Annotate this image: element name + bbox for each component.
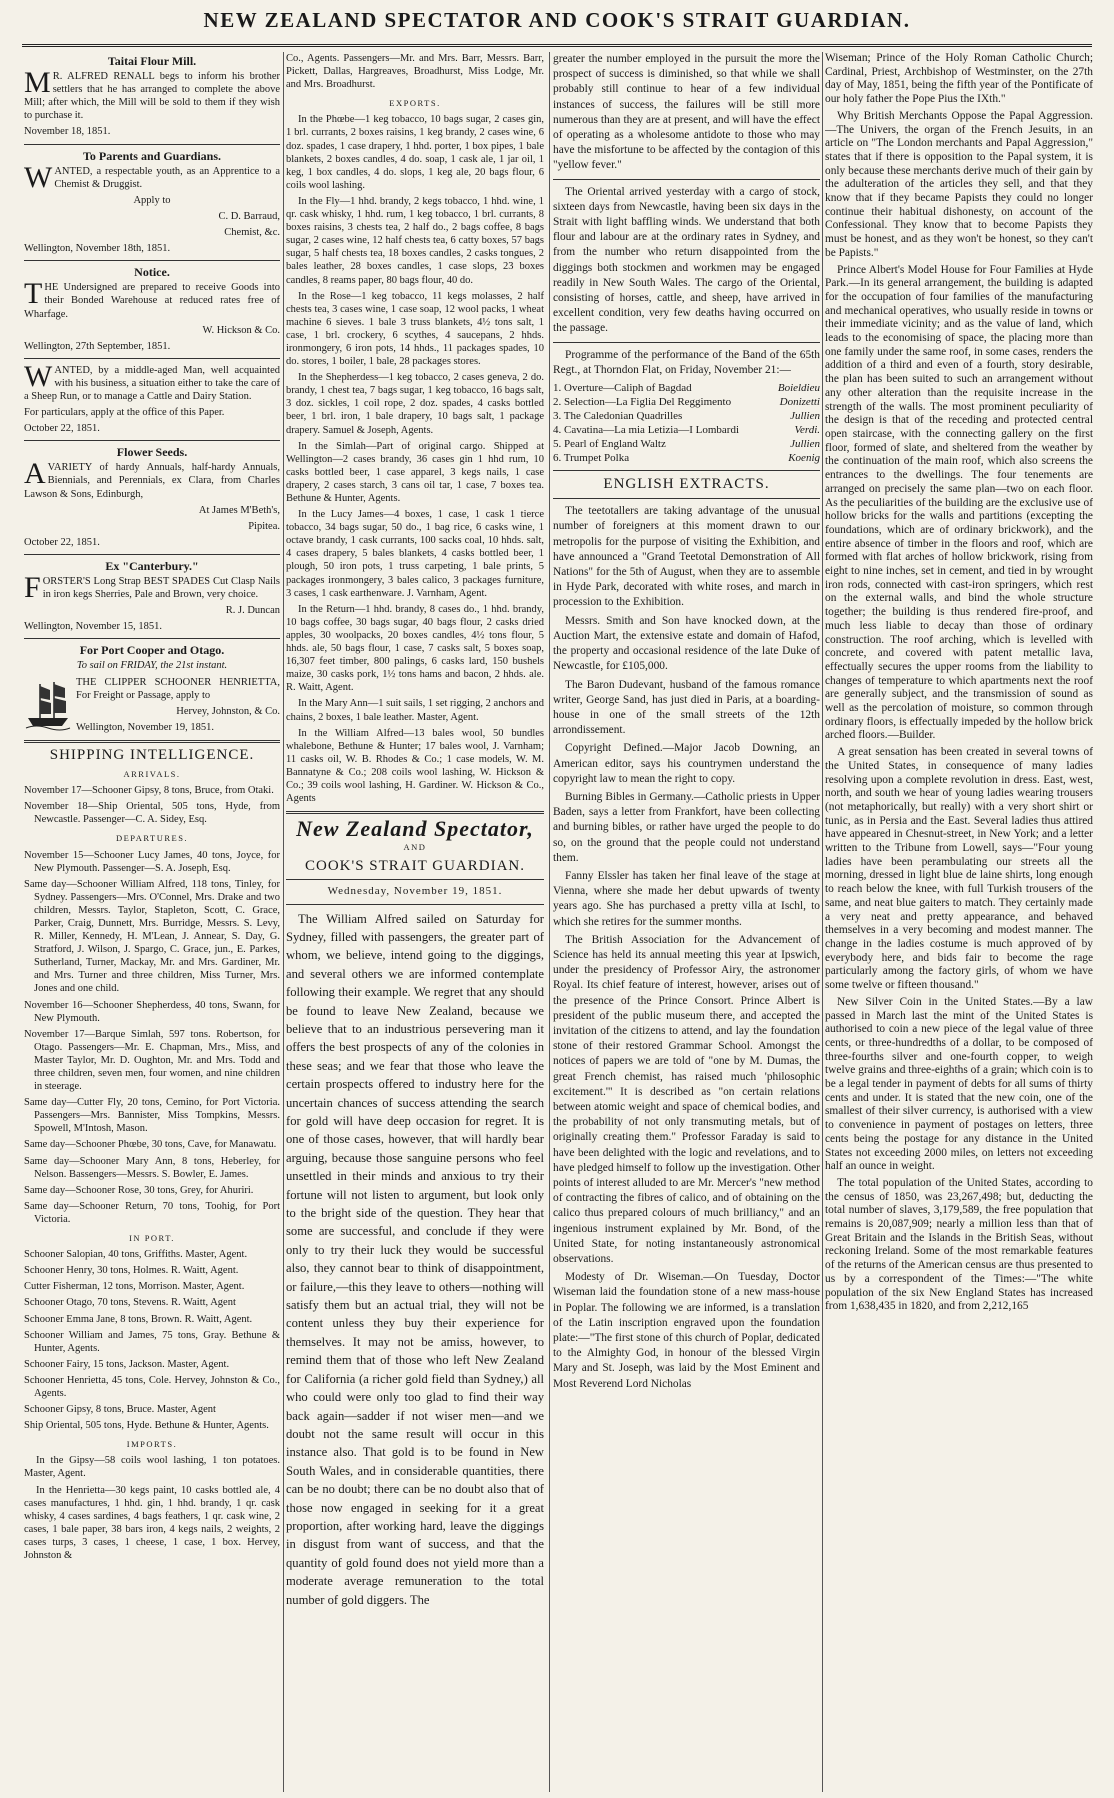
section-heading: ENGLISH EXTRACTS.: [603, 476, 770, 493]
news-paragraph: Copyright Defined.—Major Jacob Downing, an American editor, says his countrymen understand the copyright law to mean the right to copy.: [553, 742, 820, 785]
ad-title: Ex "Canterbury.": [105, 558, 199, 573]
news-paragraph: The total population of the United States, according to the census of 1850, was 23,267,498; but, deducting the total number of slaves, 3,179,589, the free population that remains is 20,087,909; nearly a million less than that of Great Britain and the Islands in the British Seas, without reckoning Ireland. Some of the most remarkable features of the returns of the American census are thus presented to us by a correspondent of the Times:—"The white population of the six New England States has increased from 1,638,435 in 1820, and from 2,212,165: [825, 1176, 1093, 1313]
nameplate-and: AND: [403, 842, 427, 853]
ad-subtitle: To sail on FRIDAY, the 21st instant.: [76, 660, 228, 672]
column-1: [24, 52, 280, 1794]
list-item: Schooner Emma Jane, 8 tons, Brown. R. Waitt, Agent.: [24, 1313, 253, 1325]
list-item: Same day—Cutter Fly, 20 tons, Cemino, for Port Victoria. Passengers—Mrs. Bannister, Miss Tompkins, Messrs. Spowell, M'Intosh, Mason.: [24, 1097, 280, 1135]
list-item: Schooner Fairy, 15 tons, Jackson. Master, Agent.: [24, 1358, 230, 1370]
imports-list: [24, 1454, 280, 1562]
ad-date: November 18, 1851.: [24, 126, 111, 138]
news-paragraph: New Silver Coin in the United States.—By a law passed in March last the mint of the United States is authorised to coin a new piece of the legal value of three cents, or three-hundredths of a dollar, to be composed of three-fourths silver and one-fourth copper, to weigh twelve grains and three-eighths of a grain; which coin is to be a legal tender in payment of debts for all sums of thirty cents and under. It is stated that the new coin, one of the smallest of their silver currency, is authorised with a view to convenience in payment of postages on letters, three cents being the postage for any distance in the United States not exceeding 2000 miles, on letters not exceeding half an ounce in weight.: [825, 995, 1093, 1173]
list-item: November 16—Schooner Shepherdess, 40 tons, Swann, for New Plymouth.: [24, 999, 280, 1024]
ad-date: Wellington, 27th September, 1851.: [24, 340, 171, 352]
ad-title: Taitai Flour Mill.: [107, 54, 197, 68]
ad-body: R. ALFRED RENALL begs to inform his brother settlers that he has arranged to complete the above Mill; after which, the Mill will be sold to them if they wish to purchase it.: [24, 71, 280, 122]
divider: [24, 440, 280, 441]
news-paragraph: Modesty of Dr. Wiseman.—On Tuesday, Doctor Wiseman laid the foundation stone of a new mass-house in Poplar. The following we are informed, is a translation of the Latin inscription engraved upon the foundation plate:—"The first stone of this church of Poplar, dedicated to the Almighty God, in honour of the blessed Virgin Mary and St. Joseph, was laid by the Most Eminent and Most Reverend Lord Nicholas: [553, 1271, 820, 1390]
list-item: In the William Alfred—13 bales wool, 50 bundles whalebone, Bethune & Hunter; 17 bales wool, J. Varnham; 11 casks oil, W. B. Rhodes & Co.; 1 case models, W. M. Bannatyne & Co.; 208 coils wool lashing, W. Hickson & Co.; 39 coils wool lashing, H. Gardiner. W. Hickson & Co., Agents: [286, 727, 544, 805]
piece-title: 1. Overture—Caliph of Bagdad: [553, 382, 692, 395]
masthead-rule: [22, 44, 1092, 47]
ad-body: VARIETY of hardy Annuals, half-hardy Annuals, Biennials, and Perennials, ex Clara, from Charles Lawson & Sons, Edinburgh,: [24, 462, 280, 500]
list-item: In the Shepherdess—1 keg tobacco, 2 cases geneva, 2 do. brandy, 1 chest tea, 7 bags sugar, 1 keg tobacco, 16 bags salt, 3 doz. sickles, 1 coil rope, 2 doz. spades, 4 casks bottled beer, 1 brl. iron, 1 bale drapery, 10 bags salt, 1 package drapery. Samuel & Joseph, Agents.: [286, 372, 544, 436]
ad-port-cooper: [24, 644, 280, 734]
list-item: [553, 395, 820, 409]
continued-text: Co., Agents. Passengers—Mr. and Mrs. Barr, Messrs. Barr, Pickett, Dallas, Hargreaves, Broadhurst, Miss Lodge, Mr. and Mrs. Broadhurst.: [286, 53, 544, 91]
list-item: In the Simlah—Part of original cargo. Shipped at Wellington—2 cases brandy, 36 cases gin 1 hhd rum, 10 casks bottled beer, 1 case apparel, 3 kegs nails, 1 case drapery, 2 cases starch, 3 cans oil tar, 1 case, 7 boxes tea. Bethune & Hunter, Agents.: [286, 440, 544, 504]
continued-text: greater the number employed in the pursuit the more the prospect of success is diminished, so that while we shall probably still continue to hear of a few individual instances of success, the failures will be still more numerous than they are at present, and will have the effect of operating as a wholesome antidote to those who may have the misfortune to be affected by the contagion of this "yellow fever.": [553, 53, 820, 172]
piece-title: 6. Trumpet Polka: [553, 452, 630, 465]
list-item: Schooner Salopian, 40 tons, Griffiths. Master, Agent.: [24, 1249, 248, 1261]
departures-list: [24, 849, 280, 1227]
list-item: Ship Oriental, 505 tons, Hyde. Bethune & Hunter, Agents.: [24, 1420, 269, 1432]
masthead-title: NEW ZEALAND SPECTATOR AND COOK'S STRAIT GUARDIAN.: [203, 8, 911, 32]
list-item: Schooner Gipsy, 8 tons, Bruce. Master, Agent: [24, 1404, 216, 1416]
piece-title: 5. Pearl of England Waltz: [553, 438, 666, 451]
subsection-heading: IN PORT.: [129, 1233, 175, 1244]
list-item: In the Mary Ann—1 suit sails, 1 set rigging, 2 anchors and chains, 2 boxes, 1 bale leather. Master, Agent.: [286, 698, 544, 723]
news-paragraph: The Oriental arrived yesterday with a cargo of stock, sixteen days from Newcastle, having been six days in the Strait with light baffling winds. We understand that both flour and labour are at the ordinary rates in Sydney, and from the number who return disappointed from the diggings both stockmen and workmen may be engaged readily in New South Wales. The cargo of the Oriental, consisting of horses, cattle, and sheep, have arrived in excellent condition, very few deaths having occurred on the passage.: [553, 185, 820, 335]
list-item: November 17—Schooner Gipsy, 8 tons, Bruce, from Otaki.: [24, 785, 274, 797]
divider: [286, 904, 544, 905]
piece-title: 2. Selection—La Figlia Del Reggimento: [553, 396, 732, 409]
composer: Boieldieu: [777, 382, 820, 395]
ad-title: To Parents and Guardians.: [82, 148, 222, 163]
subsection-heading: EXPORTS.: [389, 98, 441, 109]
ad-signature: R. J. Duncan: [225, 605, 280, 617]
divider: [24, 740, 280, 743]
ad-body: For particulars, apply at the office of this Paper.: [24, 407, 225, 419]
list-item: Schooner William and James, 75 tons, Gray. Bethune & Hunter, Agents.: [24, 1329, 280, 1354]
news-paragraph: Fanny Elssler has taken her final leave of the stage at Vienna, where she made her debut upwards of twenty years ago. She has purchased a pretty villa at Ischl, to which she retires for the summer months.: [553, 869, 820, 928]
drop-cap: M: [24, 66, 51, 100]
band-programme: [553, 381, 820, 465]
editorial-text: The William Alfred sailed on Saturday for Sydney, filled with passengers, the greater part of whom, we believe, intend going to the diggings, and several others we are informed contemplate following their example. We regret that any should be found to leave New Zealand, because we believe that to an industrious persevering man it offers the best prospects of any of the colonies in these seas; and we fear that those who leave the certain prospects offered to industry here for the uncertain chances of success attending the search for gold will have deep occasion for regret. It is one of those cases, however, that will hardly bear arguing, because those sanguine persons who feel unsettled in their minds and anxious to try their fortune will not listen to argument, but look only to the bright side of the question. They hear that some are successful, and conclude if they were only to try their luck they would be successful also, they cannot bear to think of disappointment, or failure,—this they leave to others—nothing will satisfy them but an actual trial, they will not be content unless they buy their experience for themselves. It may not be amiss, however, to remind them that of those who left New Zealand for California (a richer gold field than Sydney,) all who could were only too glad to find their way back again—sadder if not wiser men—and we doubt not the same result will occur in this instance also. That gold is to be found in New South Wales, and in considerable quantities, there can be no doubt; there can be no doubt also that of those now engaged in seeking for it a great proportion, after working hard, leave the diggings in disgust from want of success, and that the quantity of gold found does not yield more than a moderate average remuneration to the total number of gold diggers. The: [286, 911, 544, 1607]
ad-flower-seeds: [24, 446, 280, 549]
list-item: November 15—Schooner Lucy James, 40 tons, Joyce, for New Plymouth. Passenger—S. A. Joseph, Esq.: [24, 849, 280, 874]
list-item: [553, 381, 820, 395]
drop-cap: W: [24, 359, 53, 393]
column-2: [286, 52, 544, 1794]
list-item: [553, 409, 820, 423]
in-port-list: [24, 1248, 280, 1432]
ad-signature: W. Hickson & Co.: [202, 324, 280, 336]
ad-title: For Port Cooper and Otago.: [79, 643, 225, 658]
ad-date: Wellington, November 18th, 1851.: [24, 243, 171, 255]
list-item: Schooner Otago, 70 tons, Stevens. R. Waitt, Agent: [24, 1297, 236, 1309]
ship-icon: [24, 678, 72, 732]
column-4: [825, 52, 1093, 1794]
list-item: Same day—Schooner Phœbe, 30 tons, Cave, for Manawatu.: [24, 1139, 277, 1151]
section-heading: SHIPPING INTELLIGENCE.: [49, 746, 255, 763]
news-paragraph: A great sensation has been created in several towns of the United States, in consequence of many ladies resolving upon a complete revolution in dress. East, west, north, and south we hear of young ladies wearing trousers (not metaphorically, but really) with a very short shirt or tunic, as in Persia and the East. Several ladies thus attired have appeared in Chesnut-street, in New York; and a letter written to the Tribune from Lowell, says—"Four young ladies have been perambulating our streets all the morning, dressed in light blue de laine shirts, long enough to reach below the knee, with full Turkish trousers of the same, and neat blue gaiters to match. They certainly made a very neat and pretty appearance, and behaved themselves in a very becoming and modest manner. The change in the ladies costume is much approved of by everybody here, and bids fair to become the rage particularly among the factory girls, of whom we have some twelve or fifteen thousand.": [825, 746, 1093, 992]
column-3: [553, 52, 820, 1794]
composer: Koenig: [788, 452, 820, 465]
list-item: Same day—Schooner Rose, 30 tons, Grey, for Ahuriri.: [24, 1184, 254, 1196]
list-item: In the Lucy James—4 boxes, 1 case, 1 cask 1 tierce tobacco, 34 bags sugar, 50 do., 1 bag rice, 6 casks wine, 1 octave brandy, 1 cask currants, 100 sacks coal, 10 hhds. salt, 4 cases drapery, 5 bales blankets, 4 casks bottled beer, 1 plough, 50 iron pots, 1 truss carpeting, 1 bale prints, 5 packages ironmongery, 3 bales calico, 3 packages furniture, 3 cases, 1 cask earthenware. J. Varnham, Agent.: [286, 509, 544, 599]
ad-body: HE Undersigned are prepared to receive Goods into their Bonded Warehouse at reduced rates free of Wharfage.: [24, 282, 280, 320]
ad-body: ANTED, a respectable youth, as an Apprentice to a Chemist & Druggist.: [54, 165, 280, 190]
ad-date: October 22, 1851.: [24, 536, 100, 548]
list-item: In the Gipsy—58 coils wool lashing, 1 ton potatoes. Master, Agent.: [24, 1455, 280, 1480]
subsection-heading: IMPORTS.: [126, 1439, 178, 1450]
ad-flour-mill: [24, 55, 280, 139]
news-paragraph: Burning Bibles in Germany.—Catholic priests in Upper Baden, says a letter from Frankfort, have been collecting and burning bibles, or rather have urged the people to do so, on the ground that the people could not understand them.: [553, 790, 820, 864]
divider: [286, 879, 544, 880]
news-paragraph: The Baron Dudevant, husband of the famous romance writer, George Sand, has just died in Paris, at a boarding-house in one of the small streets of the 12th arrondissement.: [553, 678, 820, 737]
ad-title: Notice.: [134, 265, 170, 280]
divider: [24, 358, 280, 359]
divider: [553, 498, 820, 499]
ad-date: Wellington, November 19, 1851.: [76, 721, 214, 733]
list-item: In the Rose—1 keg tobacco, 11 kegs molasses, 2 half chests tea, 3 cases wine, 1 case soap, 12 wool packs, 1 wheat machine 6 sieves. 1 bale 3 truss blankets, 4½ tons salt, 1 case, 1 brl. crockery, 6 scythes, 4 saucepans, 2 hhds. ironmongery, 6 iron pots, 14 hhds., 11 packages spades, 10 do. stores, 1 boiler, 1 bale, 28 packages stores.: [286, 290, 544, 368]
piece-title: 3. The Caledonian Quadrilles: [553, 410, 683, 423]
drop-cap: W: [24, 160, 53, 194]
column-rule: [283, 52, 284, 1792]
ad-signature: At James M'Beth's,: [198, 504, 280, 516]
divider: [553, 470, 820, 471]
list-item: In the Phœbe—1 keg tobacco, 10 bags sugar, 2 cases gin, 1 brl. currants, 2 boxes raisins, 1 keg brandy, 2 cases wine, 6 doz. spades, 1 case drapery, 1 hhd. porter, 1 box pipes, 1 bale blankets, 2 boxes candles, 4 do. soap, 1 cask ale, 1 jar oil, 1 keg, 1 box candles, 4 do. slops, 1 keg ale, 20 bags flour, 6 coils wool lashing.: [286, 114, 544, 191]
nameplate-subtitle: COOK'S STRAIT GUARDIAN.: [304, 858, 526, 875]
news-paragraph: Programme of the performance of the Band of the 65th Regt., at Thorndon Flat, on Friday, November 21:—: [553, 348, 820, 376]
continued-text: Wiseman; Prince of the Holy Roman Catholic Church; Cardinal, Priest, Archbishop of Westminster, on the 27th day of May, 1851, being the fifth year of the Pontificate of our holy father the Pope Pius the IXth.": [825, 52, 1093, 106]
ad-place: Pipitea.: [248, 520, 280, 532]
ad-signature: Hervey, Johnston, & Co.: [176, 705, 280, 717]
ad-role: Chemist, &c.: [224, 227, 280, 239]
ad-body: ORSTER'S Long Strap BEST SPADES Cut Clasp Nails in iron kegs Sherries, Pale and Brown, very choice.: [42, 576, 280, 601]
divider: [24, 554, 280, 555]
list-item: November 18—Ship Oriental, 505 tons, Hyde, from Newcastle. Passenger—C. A. Sidey, Esq.: [24, 801, 280, 826]
divider: [24, 260, 280, 261]
arrivals-list: [24, 784, 280, 826]
news-paragraph: Messrs. Smith and Son have knocked down, at the Auction Mart, the extensive estate and domain of Hafod, the property and occasional residence of the late Duke of Newcastle, for £105,000.: [553, 614, 820, 673]
divider: [24, 638, 280, 639]
drop-cap: T: [24, 277, 43, 311]
column-rule: [822, 52, 823, 1792]
ad-apply: Apply to: [133, 194, 171, 206]
drop-cap: A: [24, 457, 46, 491]
ad-date: October 22, 1851.: [24, 423, 100, 435]
composer: Jullien: [790, 438, 820, 451]
ad-canterbury: [24, 560, 280, 633]
ad-wanted: [24, 359, 280, 435]
list-item: [553, 437, 820, 451]
exports-list: [286, 113, 544, 805]
drop-cap: F: [24, 571, 41, 604]
list-item: In the Fly—1 hhd. brandy, 2 kegs tobacco, 1 hhd. wine, 1 qr. cask whisky, 1 hhd. rum, 1 keg tobacco, 1 brl. currants, 8 boxes raisins, 3 chests tea, 2 half do., 2 bags coffee, 8 bags sugar, 2 cases wine, 12 half chests tea, 6 catty boxes, 57 bags sugar, 5 half chests tea, 18 boxes candles, 2 casks tongues, 2 bales leather, 28 boxes candles, 1 case slops, 23 boxes candles, 8 reams paper, 80 bags flour, 40 do.: [286, 195, 544, 286]
ad-body: ANTED, by a middle-aged Man, well acquainted with his business, a situation either to take the care of a Sheep Run, or to manage a Cattle and Dairy Station.: [24, 364, 280, 402]
list-item: In the Henrietta—30 kegs paint, 10 casks bottled ale, 4 cases manufactures, 1 hhd. gin, 1 hhd. brandy, 1 qr. cask whisky, 4 cases sardines, 4 bags feathers, 1 qr. cask wine, 2 cases, 1 bale paper, 38 bars iron, 4 kegs nails, 2 weights, 2 cases turps, 3 cases, 1 cheese, 1 case, 1 box. Hervey, Johnston &: [24, 1484, 280, 1561]
paper-nameplate: New Zealand Spectator,: [296, 816, 534, 842]
ad-date: Wellington, November 15, 1851.: [24, 621, 162, 633]
composer: Jullien: [790, 410, 820, 423]
composer: Verdi.: [794, 424, 820, 437]
news-paragraph: Prince Albert's Model House for Four Families at Hyde Park.—In its general arrangement, the building is adapted for the occupation of four families of the manufacturing and mechanical operatives, who usually reside in towns or their immediate vicinity; and as the value of land, which leads to the economising of space, the placing more than one family under the same roof, in some cases, renders the addition of a third and even of a fourth, story desirable, the plan has been suited to such an arrangement without any other alteration than the requisite increase in the strength of the walls. The most prominent peculiarity of the design is that of the receding and protected central open staircase, with the connecting gallery on the first floor, formed of slate, and sheltered from the weather by the continuation of the main roof, which also screens the entrances to the dwellings. The four tenements are arranged on precisely the same plan—two on each floor. As the peculiarities of the building are the exclusive use of hollow bricks for the walls and partitions (excepting the foundations, which are of ordinary brickwork), and the entire absence of timber in the floors and roof, which are formed with flat arches of hollow brickwork, rising from eight to nine inches, set in cement, and tied in by wrought iron rods, connected with cast-iron springers, which rest on the external walls, and bind the whole structure together; the building is thus rendered fire-proof, and much less liable to decay than those of ordinary construction. The roof arching, which is levelled with concrete, and covered with patent metallic lava, effectually secures the upper rooms from the liability to changes of temperature to which apartments next the roof are generally subject, and the transmission of sound as well as the percolation of moisture, so common through ordinary floors, is effectually impeded by the hollow brick arched floors.—Builder.: [825, 263, 1093, 742]
column-rule: [549, 52, 550, 1792]
news-paragraph: The British Association for the Advancement of Science has held its annual meeting this year at Ipswich, under the presidency of Professor Airy, the astronomer Royal. Its chief feature of interest, however, arises out of the presence of the Prince Consort. Prince Albert is president of the public museum there, and accepted the invitation of the citizens to attend, and lay the foundation stone of their restored Grammar School. Amongst the notices of papers we are told of "one by M. Dumas, the great French chemist, has raised much 'philosophic excitement.'" It is described as "on certain relations between atomic weight and space of chemical bodies, and the probability of not only transmuting metals, but of originally creating them." Professor Faraday is said to have been delighted with the logic and revelations, and to have pledged himself to follow up the investigation. Other points of interest alluded to are Mr. Mercer's "new method of contracting the fibres of calico, and of obtaining on the calico thus prepared colours of much brilliancy," and an ingenious instrument explained by Mr. Bond, of the United State, for noting instantaneously astronomical observations.: [553, 933, 820, 1266]
divider: [286, 811, 544, 814]
subsection-heading: DEPARTURES.: [115, 833, 189, 844]
list-item: November 17—Barque Simlah, 597 tons. Robertson, for Otago. Passengers—Mr. E. Chapman, Mrs., Miss, and Master Taylor, Mr. D. Oughton, Mr. and Mrs. Todd and three children, seven men, four women, and nine children in steerage.: [24, 1028, 280, 1093]
list-item: Same day—Schooner William Alfred, 118 tons, Tinley, for Sydney. Passengers—Mrs. O'Connel, Mrs. Drake and two children, Messrs. Taylor, Stapleton, Scott, C. Grace, Parker, Craig, Dunnett, Mrs. Burridge, Messrs. S. Levy, R. Miller, Kennedy, H. M'Lean, J. Annear, S. Day, G. Stratford, J. Wilson, J. Spargo, C. Grace, jun., E. Parkes, Sutherland, Turner, Mackay, Mr. and Mrs. Gardiner, Mr. and Mrs. Turner and three children, Miss Turner, Mrs. Jones and one child.: [24, 878, 280, 995]
news-paragraph: The teetotallers are taking advantage of the unusual number of foreigners at this moment drawn to our metropolis for the purpose of visiting the Exhibition, and have announced a "Grand Teetotal Demonstration of All Nations" for the 5th of August, when they are to assemble in Hyde Park, decorated with white roses, and march in procession to the Exhibition.: [553, 505, 820, 609]
ad-body: THE CLIPPER SCHOONER HENRIETTA, For Freight or Passage, apply to: [76, 676, 280, 701]
list-item: [553, 423, 820, 437]
list-item: In the Return—1 hhd. brandy, 8 cases do., 1 hhd. brandy, 10 bags coffee, 30 bags sugar, 40 bags flour, 2 casks dried apples, 30 woolpacks, 20 boxes candles, 4½ tons flour, 5 hhds. ale, 50 bags flour, 1 case, 7 casks salt, 5 boxes soap, 16,307 feet timber, 800 palings, 6 casks lard, 150 bushels maize, 30 casks pork, 1½ tons hams and bacon, 2 hhds. ale. R. Waitt, Agent.: [286, 603, 544, 694]
piece-title: 4. Cavatina—La mia Letizia—I Lombardi: [553, 424, 740, 437]
divider: [24, 144, 280, 145]
list-item: Schooner Henrietta, 45 tons, Cole. Hervey, Johnston & Co., Agents.: [24, 1374, 280, 1399]
news-paragraph: Why British Merchants Oppose the Papal Aggression.—The Univers, the organ of the French Jesuits, in an article on "The London merchants and Papal Aggression," states that if there is opposition to the Papal system, it is only because these merchants derive much of their gain by the adulteration of the articles they sell, and that they know that if they became Papists they could no longer continue their habitual dishonesty, on account of the Confessional. They know that to become Papists they must be honest, and as they won't be honest, so they can't be Papists.": [825, 109, 1093, 259]
subsection-heading: ARRIVALS.: [123, 769, 181, 780]
ad-title: Flower Seeds.: [116, 445, 188, 460]
ad-parents-guardians: [24, 150, 280, 256]
list-item: Schooner Henry, 30 tons, Holmes. R. Waitt, Agent.: [24, 1265, 239, 1277]
divider: [553, 179, 820, 180]
list-item: Same day—Schooner Mary Ann, 8 tons, Heberley, for Nelson. Bassengers—Messrs. S. Bowler, E. James.: [24, 1155, 280, 1180]
list-item: [553, 451, 820, 465]
divider: [553, 342, 820, 343]
ad-signature: C. D. Barraud,: [218, 210, 280, 222]
ad-notice: [24, 266, 280, 353]
issue-date: Wednesday, November 19, 1851.: [327, 885, 503, 898]
list-item: Same day—Schooner Return, 70 tons, Toohig, for Port Victoria.: [24, 1200, 280, 1225]
list-item: Cutter Fisherman, 12 tons, Morrison. Master, Agent.: [24, 1281, 245, 1293]
composer: Donizetti: [779, 396, 820, 409]
